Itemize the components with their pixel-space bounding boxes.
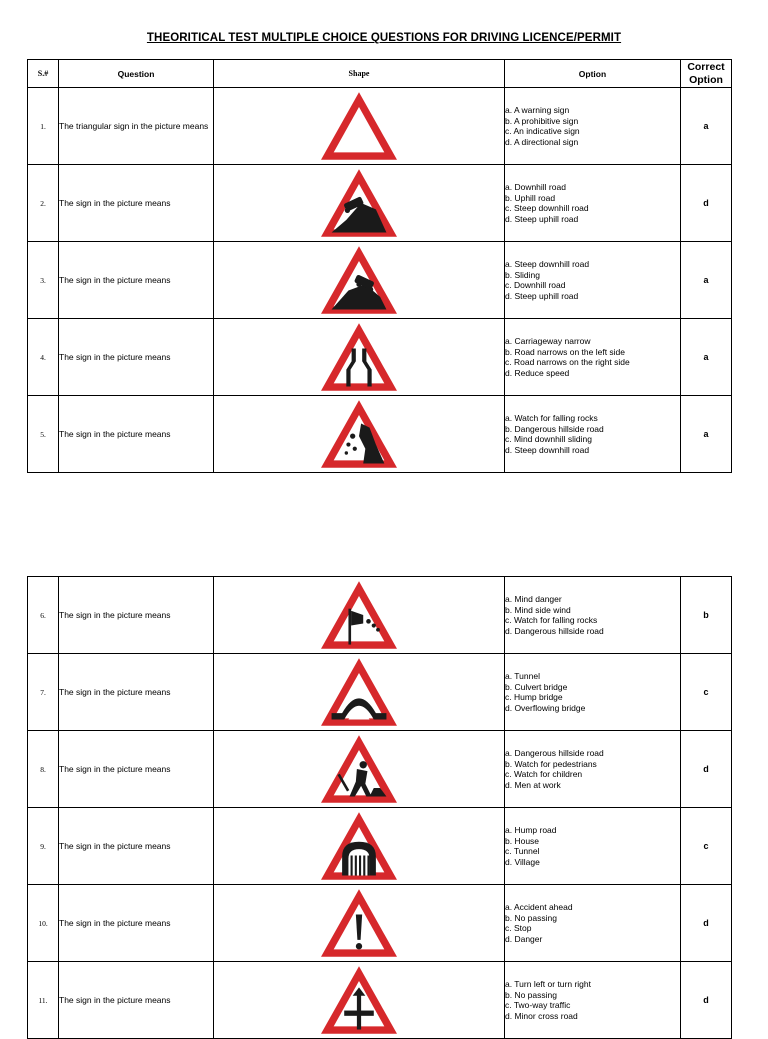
sign-shape-cell bbox=[214, 962, 505, 1039]
option-item: b. No passing bbox=[505, 989, 557, 1000]
question-text: The sign in the picture means bbox=[59, 731, 214, 808]
options-cell bbox=[505, 654, 681, 731]
header-correct-line1: Correct bbox=[687, 60, 725, 73]
question-text: The triangular sign in the picture means bbox=[59, 88, 214, 165]
option-item: c. Steep downhill road bbox=[505, 203, 589, 213]
question-text: The sign in the picture means bbox=[59, 396, 214, 473]
question-row bbox=[28, 577, 732, 654]
option-item: a. Accident ahead bbox=[505, 902, 573, 912]
option-item: a. Tunnel bbox=[505, 671, 540, 681]
correct-option: d bbox=[681, 962, 732, 1039]
correct-option: d bbox=[681, 731, 732, 808]
options-cell bbox=[505, 165, 681, 242]
question-number: 7. bbox=[28, 654, 59, 731]
option-item: c. Watch for falling rocks bbox=[505, 615, 598, 625]
question-number: 8. bbox=[28, 731, 59, 808]
option-item: a. Dangerous hillside road bbox=[505, 748, 604, 758]
option-item: a. Turn left or turn right bbox=[505, 979, 591, 989]
options-cell bbox=[505, 731, 681, 808]
header-correct-line2: Option bbox=[689, 73, 723, 86]
correct-option: a bbox=[681, 396, 732, 473]
option-item: b. No passing bbox=[505, 912, 557, 923]
option-item: d. Reduce speed bbox=[505, 367, 570, 378]
sign-shape-cell bbox=[214, 577, 505, 654]
tunnel-sign bbox=[316, 808, 402, 884]
header-question: Question bbox=[59, 60, 214, 88]
option-item: c. An indicative sign bbox=[505, 126, 580, 136]
option-item: d. Danger bbox=[505, 933, 543, 944]
question-number: 4. bbox=[28, 319, 59, 396]
question-number: 9. bbox=[28, 808, 59, 885]
road-narrows-sign bbox=[316, 319, 402, 395]
option-item: a. Carriageway narrow bbox=[505, 336, 591, 346]
correct-option: c bbox=[681, 808, 732, 885]
uphill-road-sign bbox=[316, 165, 402, 241]
question-text: The sign in the picture means bbox=[59, 808, 214, 885]
sign-shape-cell bbox=[214, 731, 505, 808]
option-item: d. Steep uphill road bbox=[505, 213, 579, 224]
options-cell bbox=[505, 242, 681, 319]
header-option: Option bbox=[505, 60, 681, 88]
option-item: b. Sliding bbox=[505, 269, 540, 280]
hump-bridge-sign bbox=[316, 654, 402, 730]
sign-shape-cell bbox=[214, 885, 505, 962]
option-item: d. Men at work bbox=[505, 779, 561, 790]
question-row bbox=[28, 165, 732, 242]
option-item: a. Hump road bbox=[505, 825, 557, 835]
question-row bbox=[28, 962, 732, 1039]
downhill-road-sign bbox=[316, 242, 402, 318]
correct-option: d bbox=[681, 165, 732, 242]
option-item: d. Dangerous hillside road bbox=[505, 625, 604, 636]
options-cell bbox=[505, 577, 681, 654]
side-wind-sign bbox=[316, 577, 402, 653]
option-item: b. Uphill road bbox=[505, 192, 556, 203]
sign-shape-cell bbox=[214, 396, 505, 473]
question-row bbox=[28, 88, 732, 165]
option-item: c. Downhill road bbox=[505, 280, 566, 290]
option-item: b. Culvert bridge bbox=[505, 681, 568, 692]
options-cell bbox=[505, 88, 681, 165]
question-number: 3. bbox=[28, 242, 59, 319]
question-number: 1. bbox=[28, 88, 59, 165]
men-at-work-sign bbox=[316, 731, 402, 807]
table-header-row bbox=[28, 60, 732, 88]
option-item: b. Road narrows on the left side bbox=[505, 346, 626, 357]
header-serial: S.# bbox=[28, 60, 59, 88]
question-row bbox=[28, 242, 732, 319]
question-number: 2. bbox=[28, 165, 59, 242]
correct-option: a bbox=[681, 242, 732, 319]
falling-rocks-sign bbox=[316, 396, 402, 472]
option-item: a. Mind danger bbox=[505, 594, 562, 604]
option-item: b. House bbox=[505, 835, 540, 846]
option-item: a. Watch for falling rocks bbox=[505, 413, 598, 423]
question-row bbox=[28, 808, 732, 885]
sign-shape-cell bbox=[214, 242, 505, 319]
question-text: The sign in the picture means bbox=[59, 165, 214, 242]
question-row bbox=[28, 731, 732, 808]
sign-shape-cell bbox=[214, 88, 505, 165]
question-text: The sign in the picture means bbox=[59, 962, 214, 1039]
question-number: 6. bbox=[28, 577, 59, 654]
document-title: THEORITICAL TEST MULTIPLE CHOICE QUESTIONS FOR DRIVING LICENCE/PERMIT bbox=[146, 32, 622, 44]
option-item: a. A warning sign bbox=[505, 105, 570, 115]
question-text: The sign in the picture means bbox=[59, 885, 214, 962]
correct-option: b bbox=[681, 577, 732, 654]
sign-shape-cell bbox=[214, 654, 505, 731]
option-item: b. Dangerous hillside road bbox=[505, 423, 604, 434]
question-number: 10. bbox=[28, 885, 59, 962]
option-item: c. Tunnel bbox=[505, 846, 540, 856]
options-cell bbox=[505, 396, 681, 473]
question-row bbox=[28, 319, 732, 396]
question-number: 5. bbox=[28, 396, 59, 473]
options-cell bbox=[505, 808, 681, 885]
options-cell bbox=[505, 962, 681, 1039]
correct-option: c bbox=[681, 654, 732, 731]
empty-warning-triangle bbox=[316, 88, 402, 164]
option-item: d. Steep downhill road bbox=[505, 444, 590, 455]
question-text: The sign in the picture means bbox=[59, 242, 214, 319]
option-item: b. Watch for pedestrians bbox=[505, 758, 597, 769]
options-cell bbox=[505, 319, 681, 396]
question-row bbox=[28, 396, 732, 473]
option-item: c. Watch for children bbox=[505, 769, 583, 779]
option-item: d. Village bbox=[505, 856, 540, 867]
header-correct-option bbox=[681, 60, 732, 88]
option-item: d. Steep uphill road bbox=[505, 290, 579, 301]
correct-option: a bbox=[681, 319, 732, 396]
question-text: The sign in the picture means bbox=[59, 577, 214, 654]
option-item: c. Mind downhill sliding bbox=[505, 434, 592, 444]
correct-option: a bbox=[681, 88, 732, 165]
minor-cross-road-sign bbox=[316, 962, 402, 1038]
option-item: d. Minor cross road bbox=[505, 1010, 578, 1021]
option-item: c. Two-way traffic bbox=[505, 1000, 571, 1010]
options-cell bbox=[505, 885, 681, 962]
sign-shape-cell bbox=[214, 319, 505, 396]
question-row bbox=[28, 885, 732, 962]
option-item: c. Stop bbox=[505, 923, 532, 933]
option-item: b. A prohibitive sign bbox=[505, 115, 579, 126]
sign-shape-cell bbox=[214, 808, 505, 885]
option-item: c. Road narrows on the right side bbox=[505, 357, 630, 367]
question-row bbox=[28, 654, 732, 731]
option-item: a. Downhill road bbox=[505, 182, 566, 192]
question-text: The sign in the picture means bbox=[59, 319, 214, 396]
option-item: a. Steep downhill road bbox=[505, 259, 590, 269]
option-item: c. Hump bridge bbox=[505, 692, 563, 702]
correct-option: d bbox=[681, 885, 732, 962]
option-item: d. Overflowing bridge bbox=[505, 702, 586, 713]
sign-shape-cell bbox=[214, 165, 505, 242]
question-text: The sign in the picture means bbox=[59, 654, 214, 731]
questions-table-1 bbox=[27, 59, 732, 473]
option-item: b. Mind side wind bbox=[505, 604, 571, 615]
question-number: 11. bbox=[28, 962, 59, 1039]
header-shape: Shape bbox=[214, 60, 505, 88]
danger-exclamation-sign bbox=[316, 885, 402, 961]
questions-table-2 bbox=[27, 576, 732, 1039]
option-item: d. A directional sign bbox=[505, 136, 579, 147]
